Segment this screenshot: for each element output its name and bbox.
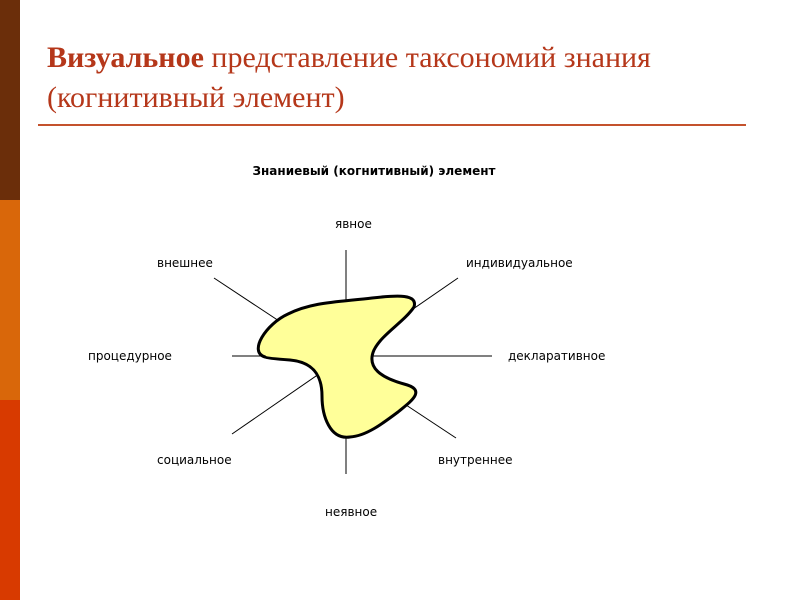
diagram-title: Знаниевый (когнитивный) элемент	[252, 164, 496, 178]
axis-label-right: декларативное	[508, 349, 606, 363]
slide-title-rest: представление таксономий знания (когнитивный элемент)	[47, 41, 651, 114]
slide-title-bold: Визуальное	[47, 41, 204, 74]
axis-label-top: явное	[335, 217, 372, 231]
axis-label-top-right: индивидуальное	[466, 256, 573, 270]
axis-label-bottom-left: социальное	[157, 453, 232, 467]
knowledge-profile-shape	[258, 296, 416, 437]
axis-label-left: процедурное	[88, 349, 172, 363]
axis-label-bottom: неявное	[325, 505, 378, 519]
axis-label-top-left: внешнее	[157, 256, 213, 270]
axis-label-bottom-right: внутреннее	[438, 453, 513, 467]
